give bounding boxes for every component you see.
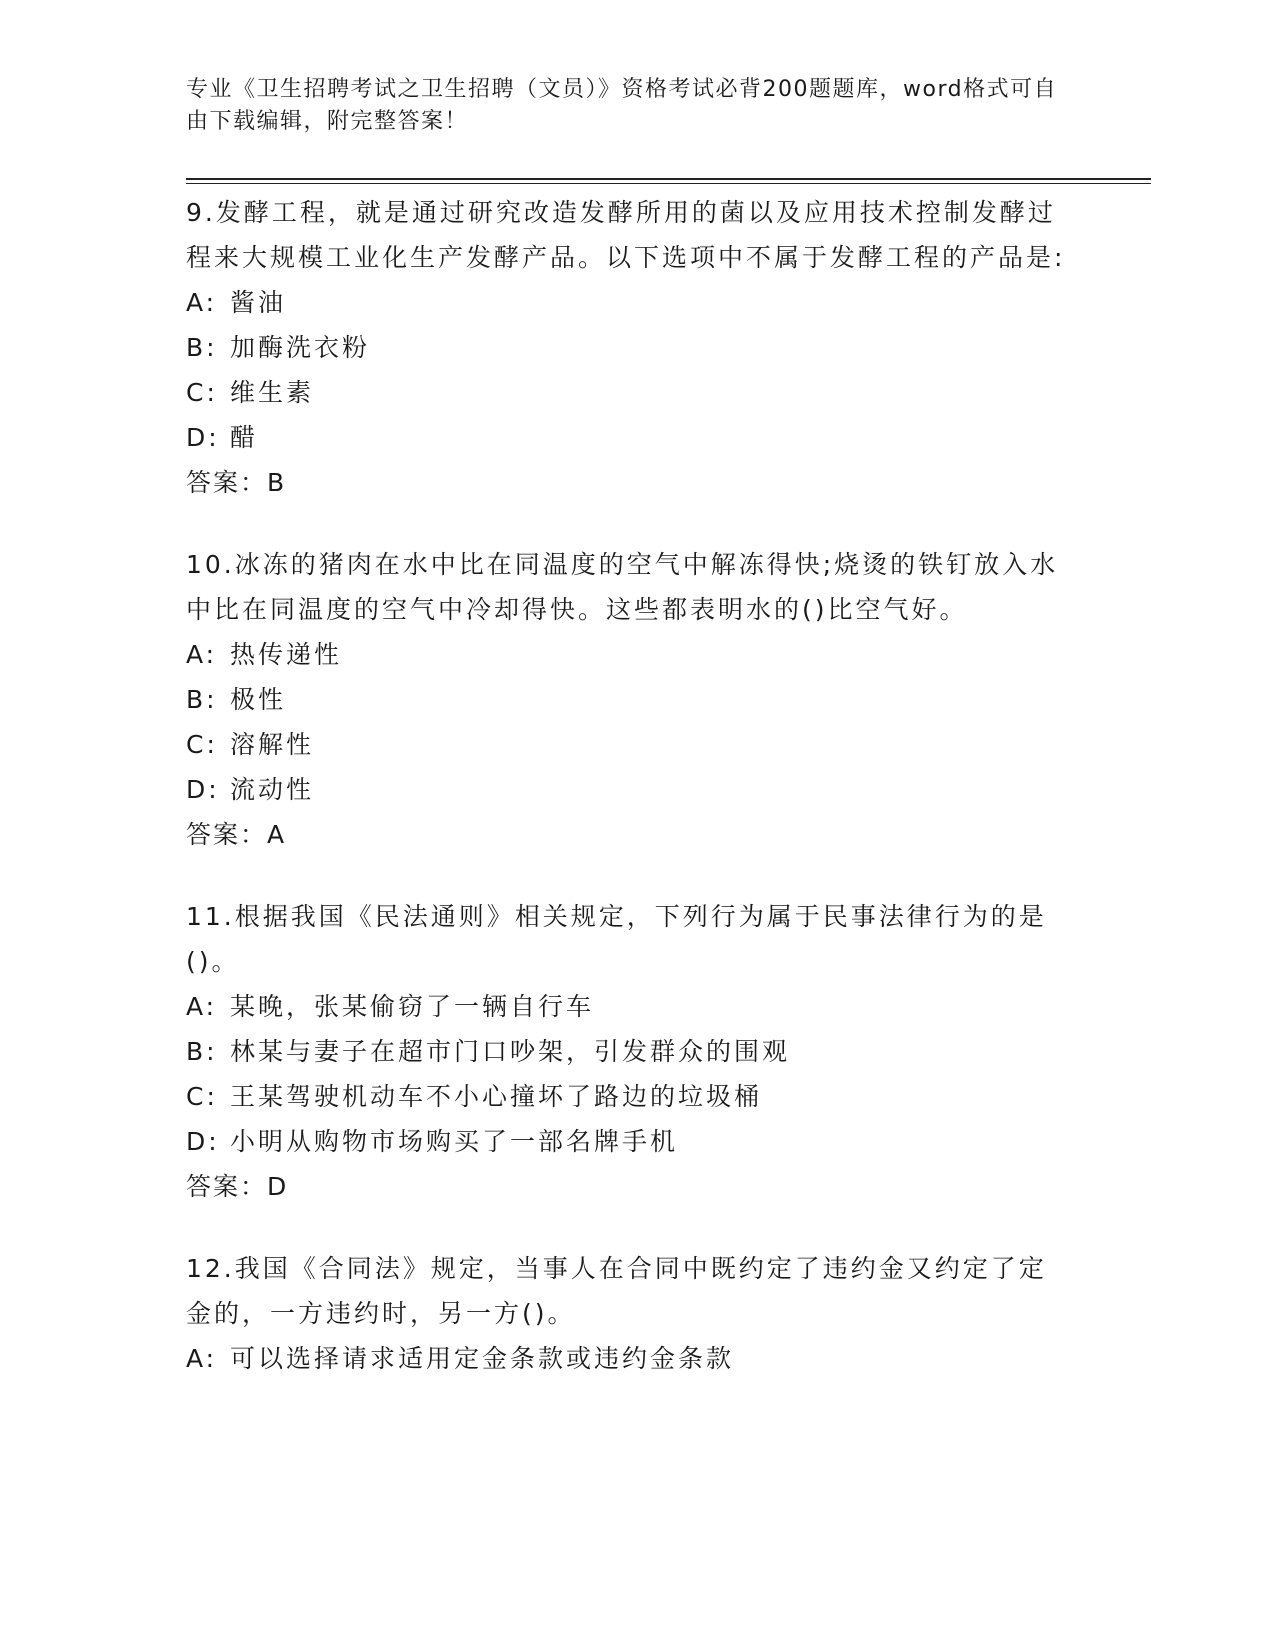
- option-b: [186, 677, 1066, 722]
- option-letter: B:: [186, 685, 218, 714]
- option-letter: C:: [186, 378, 218, 407]
- option-text: 维生素: [230, 378, 315, 407]
- option-text: 王某驾驶机动车不小心撞坏了路边的垃圾桶: [230, 1082, 763, 1111]
- option-text: 流动性: [230, 775, 315, 804]
- option-d: [186, 767, 1066, 812]
- question-11: [186, 894, 1066, 1209]
- option-letter: A:: [186, 640, 218, 669]
- option-text: 可以选择请求适用定金条款或违约金条款: [230, 1344, 735, 1373]
- option-c: [186, 370, 1066, 415]
- header-divider: [186, 178, 1151, 184]
- option-letter: C:: [186, 730, 218, 759]
- option-text: 热传递性: [230, 640, 343, 669]
- option-d: [186, 1119, 1066, 1164]
- option-text: 小明从购物市场购买了一部名牌手机: [230, 1127, 679, 1156]
- option-letter: D:: [186, 1127, 220, 1156]
- question-10: [186, 542, 1066, 857]
- option-text: 某晚，张某偷窃了一辆自行车: [230, 992, 595, 1021]
- option-letter: B:: [186, 333, 218, 362]
- option-letter: C:: [186, 1082, 218, 1111]
- option-text: 醋: [230, 423, 259, 452]
- option-letter: D:: [186, 423, 220, 452]
- option-text: 加酶洗衣粉: [230, 333, 371, 362]
- option-a: [186, 1336, 1066, 1381]
- option-letter: B:: [186, 1037, 218, 1066]
- option-letter: D:: [186, 775, 220, 804]
- question-text: 12.我国《合同法》规定，当事人在合同中既约定了违约金又约定了定金的，一方违约时，另一方()。: [186, 1254, 1047, 1328]
- answer-line: 答案：B: [186, 468, 287, 497]
- answer-line: 答案：D: [186, 1172, 289, 1201]
- option-b: [186, 1029, 1066, 1074]
- option-text: 酱油: [230, 288, 287, 317]
- document-header: 专业《卫生招聘考试之卫生招聘（文员）》资格考试必背200题题库，word格式可自由下载编辑，附完整答案！: [186, 77, 1058, 134]
- option-letter: A:: [186, 288, 218, 317]
- option-text: 林某与妻子在超市门口吵架，引发群众的围观: [230, 1037, 791, 1066]
- option-letter: A:: [186, 992, 218, 1021]
- question-text: 11.根据我国《民法通则》相关规定，下列行为属于民事法律行为的是()。: [186, 902, 1047, 976]
- question-12: [186, 1246, 1066, 1381]
- option-a: [186, 632, 1066, 677]
- option-a: [186, 280, 1066, 325]
- option-c: [186, 722, 1066, 767]
- option-c: [186, 1074, 1066, 1119]
- option-letter: A:: [186, 1344, 218, 1373]
- option-a: [186, 984, 1066, 1029]
- question-text: 9.发酵工程，就是通过研究改造发酵所用的菌以及应用技术控制发酵过程来大规模工业化生产发酵产品。以下选项中不属于发酵工程的产品是:: [186, 198, 1066, 272]
- question-list: [186, 190, 1066, 1418]
- option-b: [186, 325, 1066, 370]
- answer-line: 答案：A: [186, 820, 287, 849]
- question-9: [186, 190, 1066, 505]
- option-text: 溶解性: [230, 730, 315, 759]
- question-text: 10.冰冻的猪肉在水中比在同温度的空气中解冻得快;烧烫的铁钉放入水中比在同温度的空气中冷却得快。这些都表明水的()比空气好。: [186, 550, 1059, 624]
- option-text: 极性: [230, 685, 287, 714]
- option-d: [186, 415, 1066, 460]
